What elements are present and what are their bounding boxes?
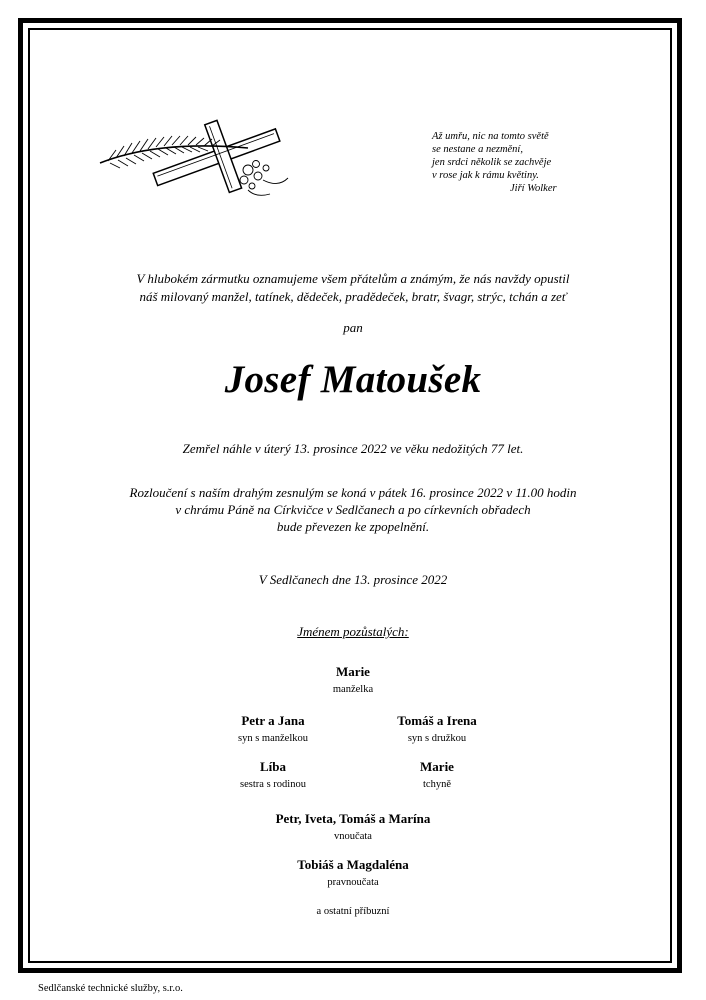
farewell-line: Rozloučení s naším drahým zesnulým se koná v pátek 16. prosince 2022 v 11.00 hodin <box>129 485 577 500</box>
poem-line: jen srdci několik se zachvěje <box>432 157 552 168</box>
mourner-relation: sestra s rodinou <box>240 779 306 790</box>
mourner-name: Marie <box>336 664 370 679</box>
mourner-relation: vnoučata <box>334 831 372 842</box>
mourner-great-grandchildren <box>223 857 483 890</box>
title-word: pan <box>343 320 363 335</box>
mourner-relation: syn s manželkou <box>238 733 308 744</box>
mourner-name: Tobiáš a Magdaléna <box>297 857 409 872</box>
mourner-relation: a ostatní příbuzní <box>316 906 390 917</box>
mourner-name: Líba <box>259 759 286 774</box>
place-and-date: V Sedlčanech dne 13. prosince 2022 <box>258 572 448 587</box>
mourner-relation: pravnoučata <box>327 877 379 888</box>
on-behalf-heading: Jménem pozůstalých: <box>297 624 409 639</box>
poem-line: se nestane a nezmění, <box>432 144 523 155</box>
intro-line: náš milovaný manžel, tatínek, dědeček, pradědeček, bratr, švagr, strýc, tchán a zeť <box>139 289 567 304</box>
mourner-relation: syn s družkou <box>407 733 467 744</box>
farewell-line: v chrámu Páně na Církvičce v Sedlčanech a po církevních obřadech <box>175 502 531 517</box>
mourner-wife <box>223 664 483 697</box>
poem-author: Jiří Wolker <box>510 183 557 194</box>
farewell-info <box>0 484 706 535</box>
farewell-line: bude převezen ke zpopelnění. <box>276 519 430 534</box>
mourner-name: Petr a Jana <box>241 713 305 728</box>
deceased-name: Josef Matoušek <box>224 358 482 401</box>
announcement-intro <box>0 270 706 306</box>
mourner-name: Petr, Iveta, Tomáš a Marína <box>275 811 431 826</box>
intro-line: V hlubokém zármutku oznamujeme všem přátelům a známým, že nás navždy opustil <box>136 271 570 286</box>
mourner-mother-in-law <box>307 759 567 792</box>
mourner-relation: tchyně <box>423 779 451 790</box>
mourner-other-relatives <box>223 902 483 919</box>
mourner-son-2 <box>307 713 567 746</box>
poem-line: Až umřu, nic na tomto světě <box>432 131 549 142</box>
footer-company: Sedlčanské technické služby, s.r.o. <box>38 983 183 994</box>
cross-with-palm-icon <box>98 118 298 208</box>
death-statement: Zemřel náhle v úterý 13. prosince 2022 ve věku nedožitých 77 let. <box>182 441 524 456</box>
mourner-relation: manželka <box>332 684 374 695</box>
mourner-name: Tomáš a Irena <box>397 713 477 728</box>
mourner-grandchildren <box>223 811 483 844</box>
poem <box>432 130 557 195</box>
mourner-name: Marie <box>420 759 454 774</box>
poem-line: v rose jak k rámu květiny. <box>432 170 539 181</box>
